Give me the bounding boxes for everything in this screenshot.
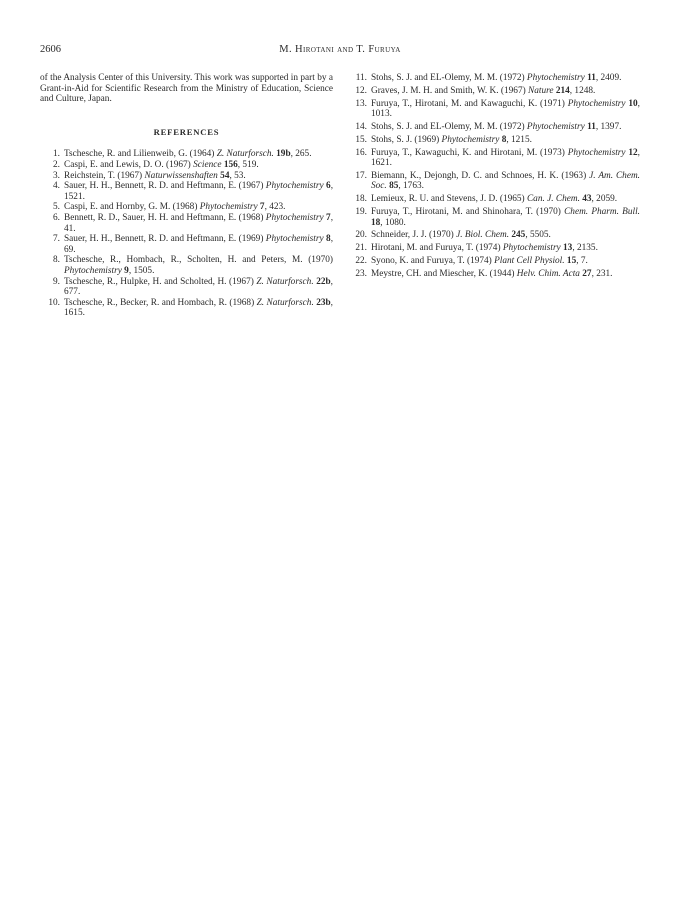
right-column [347, 73, 640, 282]
reference-item [347, 135, 640, 146]
reference-number: 9. [53, 276, 60, 287]
reference-number: 6. [53, 212, 60, 223]
reference-number: 15. [355, 134, 367, 145]
reference-text: Stohs, S. J. and EL-Olemy, M. M. (1972) Phytochemistry 11, 2409. [371, 73, 622, 83]
reference-item [347, 194, 640, 205]
reference-number: 10. [48, 297, 60, 308]
left-column [40, 73, 333, 319]
reference-text: Furuya, T., Hirotani, M. and Kawaguchi, K. (1971) Phytochemistry 10, 1013. [371, 98, 640, 120]
reference-item [347, 99, 640, 120]
reference-item [40, 255, 333, 276]
reference-text: Sauer, H. H., Bennett, R. D. and Heftmann, E. (1967) Phytochemistry 6, 1521. [64, 181, 334, 202]
reference-item [347, 73, 640, 84]
reference-item [40, 298, 333, 319]
reference-text: Stohs, S. J. and EL-Olemy, M. M. (1972) Phytochemistry 11, 1397. [371, 121, 622, 132]
reference-item [347, 171, 640, 192]
reference-text: Schneider, J. J. (1970) J. Biol. Chem. 245, 5505. [371, 230, 551, 241]
reference-list-right [347, 73, 640, 279]
reference-text: Syono, K. and Furuya, T. (1974) Plant Cell Physiol. 15, 7. [371, 255, 588, 266]
reference-text: Stohs, S. J. (1969) Phytochemistry 8, 1215. [371, 134, 532, 145]
reference-number: 17. [355, 170, 367, 181]
reference-number: 11. [355, 73, 367, 83]
reference-text: Tschesche, R., Hombach, R., Scholten, H. and Peters, M. (1970) Phytochemistry 9, 1505. [64, 255, 333, 276]
reference-item [40, 202, 333, 213]
reference-item [347, 269, 640, 280]
reference-item [40, 277, 333, 298]
reference-text: Tschesche, R. and Lilienweib, G. (1964) Z. Naturforsch. 19b, 265. [64, 149, 312, 160]
reference-number: 4. [53, 181, 60, 192]
reference-item [347, 122, 640, 133]
reference-number: 3. [53, 170, 60, 181]
page-number: 2606 [40, 44, 61, 55]
reference-number: 1. [53, 149, 60, 160]
reference-text: Tschesche, R., Hulpke, H. and Scholted, H. (1967) Z. Naturforsch. 22b, 677. [64, 276, 333, 298]
reference-item [40, 181, 333, 202]
reference-item [40, 213, 333, 234]
reference-list-left [40, 149, 333, 319]
reference-item [347, 148, 640, 169]
reference-item [40, 234, 333, 255]
reference-number: 18. [355, 194, 367, 205]
reference-number: 2. [53, 159, 60, 170]
reference-number: 8. [53, 255, 60, 266]
reference-text: Biemann, K., Dejongh, D. C. and Schnoes, H. K. (1963) J. Am. Chem. Soc. 85, 1763. [371, 170, 640, 192]
reference-number: 16. [355, 147, 367, 158]
reference-item [40, 149, 333, 160]
reference-text: Caspi, E. and Lewis, D. O. (1967) Science 156, 519. [64, 159, 259, 170]
reference-text: Bennett, R. D., Sauer, H. H. and Heftmann, E. (1968) Phytochemistry 7, 41. [64, 212, 334, 234]
reference-text: Hirotani, M. and Furuya, T. (1974) Phytochemistry 13, 2135. [371, 243, 598, 254]
reference-item [40, 171, 333, 182]
reference-text: Graves, J. M. H. and Smith, W. K. (1967) Nature 214, 1248. [371, 85, 596, 96]
reference-number: 22. [355, 255, 367, 266]
reference-number: 19. [355, 207, 367, 218]
reference-text: Tschesche, R., Becker, R. and Hombach, R. (1968) Z. Naturforsch. 23b, 1615. [64, 297, 333, 319]
reference-number: 7. [53, 234, 60, 245]
reference-number: 14. [355, 121, 367, 132]
references-heading: REFERENCES [153, 126, 220, 137]
reference-number: 20. [355, 230, 367, 241]
reference-number: 5. [53, 202, 60, 213]
reference-number: 12. [355, 85, 367, 96]
reference-text: Reichstein, T. (1967) Naturwissenshaften 54, 53. [64, 170, 246, 181]
acknowledgement-text: of the Analysis Center of this University. This work was supported in part by a Grant-in-Aid for Scientific Research from the Ministry of Education, Science and Culture, Japan. [40, 73, 333, 105]
reference-text: Sauer, H. H., Bennett, R. D. and Heftmann, E. (1969) Phytochemistry 8, 69. [64, 234, 334, 255]
reference-number: 21. [355, 243, 367, 254]
reference-item [347, 230, 640, 241]
reference-item [347, 86, 640, 97]
reference-text: Furuya, T., Hirotani, M. and Shinohara, T. (1970) Chem. Pharm. Bull. 18, 1080. [371, 207, 640, 228]
reference-number: 23. [355, 268, 367, 279]
reference-item [40, 160, 333, 171]
reference-text: Caspi, E. and Hornby, G. M. (1968) Phytochemistry 7, 423. [64, 202, 286, 213]
reference-text: Furuya, T., Kawaguchi, K. and Hirotani, M. (1973) Phytochemistry 12, 1621. [371, 147, 640, 169]
reference-item [347, 243, 640, 254]
reference-number: 13. [355, 98, 367, 109]
reference-text: Meystre, CH. and Miescher, K. (1944) Helv. Chim. Acta 27, 231. [371, 268, 613, 279]
running-head: M. Hirotani and T. Furuya [279, 44, 401, 55]
reference-item [347, 256, 640, 267]
reference-text: Lemieux, R. U. and Stevens, J. D. (1965) Can. J. Chem. 43, 2059. [371, 194, 618, 205]
reference-item [347, 207, 640, 228]
page-header [40, 44, 640, 58]
